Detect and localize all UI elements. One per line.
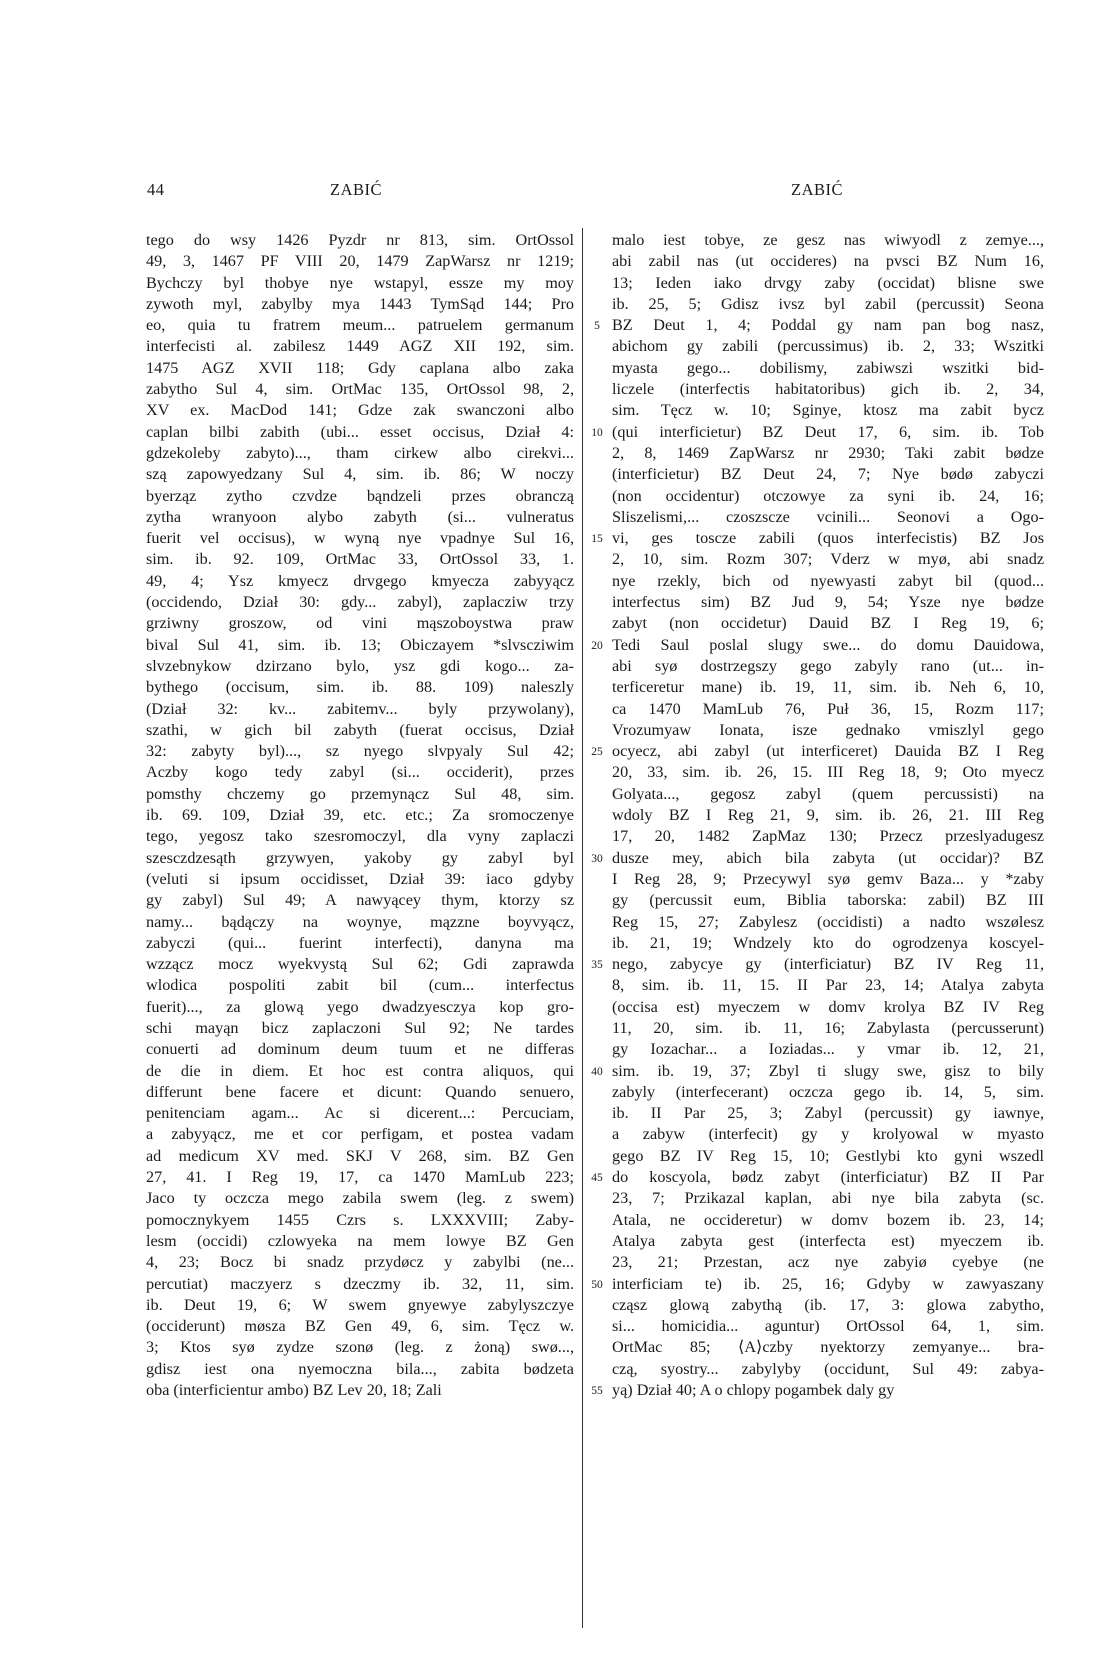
text-line: interfecisti al. zabilesz 1449 AGZ XII 192, sim. — [146, 337, 574, 356]
line-number: 55 — [591, 1385, 603, 1398]
text-line: zabyt (non occidetur) Dauid BZ I Reg 19, 6; — [612, 614, 1044, 633]
text-line: schi mayąn bicz zaplaczoni Sul 92; Ne tardes — [146, 1018, 574, 1037]
left-text-column — [146, 230, 574, 1401]
text-line: tego, yegosz tako szesromoczyl, dla vyny zaplaczi — [146, 827, 574, 846]
text-line: Sliszelismi,... czoszscze vcinili... Seonovi a Ogo- — [612, 507, 1044, 526]
line-number: 15 — [591, 533, 603, 546]
text-line: cząsz glową zabythą (ib. 17, 3: glowa zabytho, — [612, 1295, 1044, 1314]
text-line: I Reg 28, 9; Przecywyl syø gemv Baza... y *zaby — [612, 869, 1044, 888]
text-line: (occidendo, Dział 30: gdy... zabyl), zaplacziw trzy — [146, 593, 574, 612]
text-line: szesczdzesąth grzywyen, yakoby gy zabyl byl — [146, 848, 574, 867]
text-line: ib. 21, 19; Wndzely kto do ogrodzenya koscyel- — [612, 933, 1044, 952]
text-line: pomsthy chczemy go przemynącz Sul 48, sim. — [146, 784, 574, 803]
text-line: conuerti ad dominum deum tuum et ne differas — [146, 1040, 574, 1059]
text-line: yą) Dział 40; A o chlopy pogambek daly gy — [612, 1381, 895, 1400]
text-line: 3; Ktos syø zydze szonø (leg. z żoną) swø..., — [146, 1338, 574, 1357]
text-line: ib. II Par 25, 3; Zabyl (percussit) gy iawnye, — [612, 1104, 1044, 1123]
right-text-column — [612, 230, 1044, 1401]
text-line: percutiat) maczyerz s dzeczmy ib. 32, 11, sim. — [146, 1274, 574, 1293]
text-line: gy zabyl) Sul 49; A nawyącey thym, ktorzy sz — [146, 891, 574, 910]
text-line: 49, 4; Ysz kmyecz drvgego kmyecza zabyyącz — [146, 571, 574, 590]
text-line: (qui interficietur) BZ Deut 17, 6, sim. ib. Tob — [612, 422, 1044, 441]
line-number: 35 — [591, 959, 603, 972]
text-line: Atalya zabyta gest (interfecta est) myeczem ib. — [612, 1231, 1044, 1250]
text-line: byerząz zytho czvdze bąndzeli przes obranczą — [146, 486, 574, 505]
text-line: bythego (occisum, sim. ib. 88. 109) naleszly — [146, 678, 574, 697]
text-line: Aczby kogo tedy zabyl (si... occiderit), przes — [146, 763, 574, 782]
text-line: fuerit vel occisus), w wyną nye vpadnye Sul 16, — [146, 529, 574, 548]
text-line: zabyczi (qui... fuerint interfecti), danyna ma — [146, 933, 574, 952]
line-number: 40 — [591, 1065, 603, 1078]
text-line: sim. ib. 92. 109, OrtMac 33, OrtOssol 33, 1. — [146, 550, 574, 569]
text-line: 49, 3, 1467 PF VIII 20, 1479 ZapWarsz nr 1219; — [146, 252, 574, 271]
text-line: do koscyola, bødz zabyt (interficiatur) BZ II Par — [612, 1168, 1044, 1187]
running-head-right: ZABIĆ — [791, 180, 843, 199]
text-line: Vrozumyaw Ionata, isze gednako vmiszlyl gego — [612, 720, 1044, 739]
text-line: gdisz iest ona nyemoczna bila..., zabita bødzeta — [146, 1359, 574, 1378]
text-line: BZ Deut 1, 4; Poddal gy nam pan bog nasz, — [612, 316, 1044, 335]
text-line: 13; Ieden iako drvgy zaby (occidat) blisne swe — [612, 273, 1044, 292]
text-line: dusze mey, abich bila zabyta (ut occidar)? BZ — [612, 848, 1044, 867]
text-line: ca 1470 MamLub 76, Puł 36, 15, Rozm 117; — [612, 699, 1044, 718]
text-line: Tedi Saul poslal slugy swe... do domu Dauidowa, — [612, 635, 1044, 654]
text-line: abichom gy zabili (percussimus) ib. 2, 33; Wszitki — [612, 337, 1044, 356]
text-line: a zabyw (interfecit) gy y krolyowal w myasto — [612, 1125, 1044, 1144]
text-line: oba (interficientur ambo) BZ Lev 20, 18; Zali — [146, 1381, 442, 1400]
text-line: ib. 25, 5; Gdisz ivsz byl zabil (percussit) Seona — [612, 294, 1044, 313]
text-line: 1475 AGZ XVII 118; Gdy caplana albo zaka — [146, 358, 574, 377]
text-line: interficiam te) ib. 25, 16; Gdyby w zawyaszany — [612, 1274, 1044, 1293]
text-line: eo, quia tu fratrem meum... patruelem germanum — [146, 316, 574, 335]
text-line: (non occidentur) otczowye za syni ib. 24, 16; — [612, 486, 1044, 505]
text-line: tego do wsy 1426 Pyzdr nr 813, sim. OrtOssol — [146, 231, 574, 249]
text-line: ad medicum XV med. SKJ V 268, sim. BZ Gen — [146, 1146, 574, 1165]
text-line: terficeretur mane) ib. 19, 11, sim. ib. Neh 6, 10, — [612, 678, 1044, 697]
line-number: 5 — [594, 320, 600, 333]
text-line: gy (percussit eum, Biblia taborska: zabil) BZ III — [612, 891, 1044, 910]
text-line: (interficietur) BZ Deut 24, 7; Nye bødø zabyczi — [612, 465, 1044, 484]
text-line: zywoth myl, zabylby mya 1443 TymSąd 144; Pro — [146, 294, 574, 313]
text-line: (Dział 32: kv... zabitemv... byly przywolany), — [146, 699, 574, 718]
text-line: Golyata..., gegosz zabyl (quem percussisti) na — [612, 784, 1044, 803]
text-line: nego, zabycye gy (interficiatur) BZ IV Reg 11, — [612, 955, 1044, 974]
line-number: 25 — [591, 746, 603, 759]
text-line: myasta gego... dobilismy, zabiwszi wszitki bid- — [612, 358, 1044, 377]
text-line: abi syø dostrzegszy gego zabyly rano (ut... in- — [612, 656, 1044, 675]
text-line: zabyly (interfecerant) oczcza gego ib. 14, 5, sim. — [612, 1082, 1044, 1101]
text-line: 17, 20, 1482 ZapMaz 130; Przecz przeslyadugesz — [612, 827, 1044, 846]
text-line: abi zabil nas (ut occideres) na pvsci BZ Num 16, — [612, 252, 1044, 271]
text-line: Bychczy byl thobye nye wstapyl, essze my moy — [146, 273, 574, 292]
text-line: a zabyyącz, me et cor perfigam, et postea vadam — [146, 1125, 574, 1144]
text-line: wlodica pospoliti zabit bil (cum... interfectus — [146, 976, 574, 995]
text-line: 2, 8, 1469 ZapWarsz nr 2930; Taki zabit bødze — [612, 443, 1044, 462]
text-line: Reg 15, 27; Zabylesz (occidisti) a nadto wszølesz — [612, 912, 1044, 931]
text-line: si... homicidia... aguntur) OrtOssol 64, 1, sim. — [612, 1317, 1044, 1336]
text-line: 27, 41. I Reg 19, 17, ca 1470 MamLub 223; — [146, 1168, 574, 1187]
text-line: grziwny groszow, od vini mąszoboystwa praw — [146, 614, 574, 633]
text-line: 2, 10, sim. Rozm 307; Vderz w myø, abi snadz — [612, 550, 1044, 569]
text-line: 23, 21; Przestan, acz nye zabyiø cyebye (ne — [612, 1253, 1044, 1272]
text-line: ib. 69. 109, Dział 39, etc. etc.; Za sromoczenye — [146, 806, 574, 825]
text-line: penitenciam agam... Ac si dicerent...: Percuciam, — [146, 1104, 574, 1123]
page-number: 44 — [147, 180, 165, 199]
text-line: XV ex. MacDod 141; Gdze zak swanczoni albo — [146, 401, 574, 420]
text-line: Atala, ne occideretur) w domv bozem ib. 23, 14; — [612, 1210, 1044, 1229]
line-number: 50 — [591, 1278, 603, 1291]
text-line: ocyecz, abi zabyl (ut interficeret) Dauida BZ I Reg — [612, 742, 1044, 761]
text-line: wdoly BZ I Reg 21, 9, sim. ib. 26, 21. III Reg — [612, 806, 1044, 825]
text-line: ib. Deut 19, 6; W swem gnyewye zabylyszczye — [146, 1295, 574, 1314]
column-divider — [582, 228, 583, 1628]
text-line: malo iest tobye, ze gesz nas wiwyodl z zemye..., — [612, 231, 1044, 249]
text-line: vi, ges tosczе zabili (quos interfecistis) BZ Jos — [612, 529, 1044, 548]
text-line: zytha wranyoon alybo zabyth (si... vulneratus — [146, 507, 574, 526]
text-line: sim. ib. 19, 37; Zbyl ti slugy swe, gisz to bily — [612, 1061, 1044, 1080]
text-line: liczele (interfectis habitatoribus) gich ib. 2, 34, — [612, 380, 1044, 399]
text-line: 32: zabyty byl)..., sz nyego slvpyaly Sul 42; — [146, 742, 574, 761]
line-number: 30 — [591, 852, 603, 865]
text-line: gego BZ IV Reg 15, 10; Gestlybi kto gyni wszedl — [612, 1146, 1044, 1165]
text-line: differunt bene facere et dicunt: Quando senuero, — [146, 1082, 574, 1101]
running-head-left: ZABIĆ — [330, 180, 382, 199]
text-line: (occisa est) myeczem w domv krolya BZ IV Reg — [612, 997, 1044, 1016]
text-line: namy... bądączy na woynye, mązzne boyvyącz, — [146, 912, 574, 931]
text-line: 11, 20, sim. ib. 11, 16; Zabylasta (percusserunt) — [612, 1018, 1044, 1037]
line-number: 10 — [591, 426, 603, 439]
text-line: (veluti si ipsum occidisset, Dział 39: iaco gdyby — [146, 869, 574, 888]
text-line: caplan bilbi zabith (ubi... esset occisus, Dział 4: — [146, 422, 574, 441]
text-line: czą, syostry... zabylyby (occidunt, Sul 49: zabya- — [612, 1359, 1044, 1378]
text-line: wzzącz mocz wyekvystą Sul 62; Gdi zaprawda — [146, 955, 574, 974]
text-line: Jaco ty oczcza mego zabila swem (leg. z swem) — [146, 1189, 574, 1208]
text-line: 23, 7; Przikazal kaplan, abi nye bila zabyta (sc. — [612, 1189, 1044, 1208]
text-line: gy Iozachar... a Ioziadas... y vmar ib. 12, 21, — [612, 1040, 1044, 1059]
text-line: lesm (occidi) czlowyeka na mem lowye BZ Gen — [146, 1231, 574, 1250]
text-line: 20, 33, sim. ib. 26, 15. III Reg 18, 9; Oto myecz — [612, 763, 1044, 782]
line-number: 45 — [591, 1172, 603, 1185]
text-line: szą zapowyedzany Sul 4, sim. ib. 86; W noczy — [146, 465, 574, 484]
text-line: slvzebnykow dzirzano bylo, ysz gdi kogo... za- — [146, 656, 574, 675]
text-line: gdzekoleby zabyto)..., tham cirkew albo cirekvi... — [146, 443, 574, 462]
text-line: pomocznykyem 1455 Czrs s. LXXXVIII; Zaby- — [146, 1210, 574, 1229]
text-line: nye rzekly, bich od nyewyasti zabyt bil (quod... — [612, 571, 1044, 590]
text-line: sim. Tęcz w. 10; Sginye, ktosz ma zabit bycz — [612, 401, 1044, 420]
text-line: (occiderunt) møsza BZ Gen 49, 6, sim. Tęcz w. — [146, 1317, 574, 1336]
text-line: OrtMac 85; ⟨A⟩czby nyektorzy zemyanye... bra- — [612, 1338, 1044, 1357]
text-line: zabytho Sul 4, sim. OrtMac 135, OrtOssol 98, 2, — [146, 380, 574, 399]
text-line: 4, 23; Bocz bi snadz przydøcz y zabylbi (ne... — [146, 1253, 574, 1272]
text-line: de die in diem. Et hoc est contra aliquos, qui — [146, 1061, 574, 1080]
text-line: bival Sul 41, sim. ib. 13; Obiczayem *slvscziwim — [146, 635, 574, 654]
text-line: interfectus sim) BZ Jud 9, 54; Ysze nye bødze — [612, 593, 1044, 612]
line-number: 20 — [591, 639, 603, 652]
text-line: fuerit)..., za glową yego dwadzyesczya kop gro- — [146, 997, 574, 1016]
text-line: 8, sim. ib. 11, 15. II Par 23, 14; Atalya zabyta — [612, 976, 1044, 995]
text-line: szathi, w gich bil zabyth (fuerat occisus, Dział — [146, 720, 574, 739]
